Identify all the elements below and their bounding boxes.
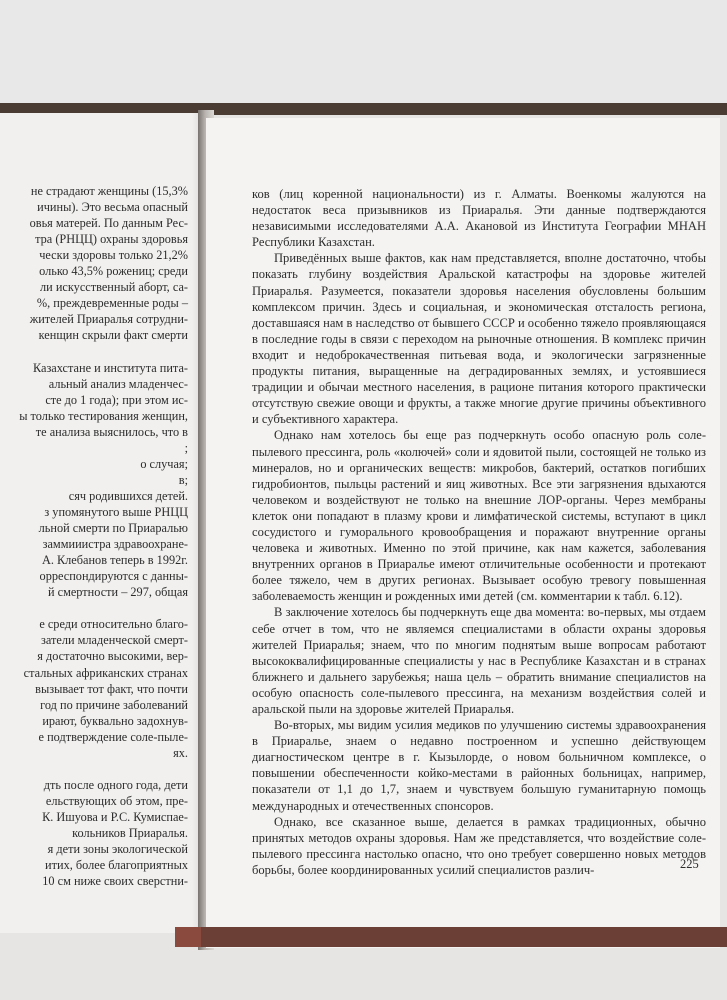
- left-page-line: кенщин скрыли факт смерти: [38, 328, 188, 343]
- paragraph: Во-вторых, мы видим усилия медиков по улучшению системы здравоохранения в Приаралье, знаем о недавно построенном и успешно действующем диагностическом центре в г. Кызылорде, о новом больничном комплексе, о повышении обеспеченности койко-местами в районных больницах, например, показатели от 1,1 до 1,7, знаем и чувствуем большую гуманитарную помощь международных и отечественных спонсоров.: [252, 718, 706, 813]
- paragraph: Однако, все сказанное выше, делается в рамках традиционных, обычно принятых методов охраны здоровья. Нам же представляется, что воздействие соле-пылевого прессинга настолько опасно, что оно требует совершенно новых методов борьбы, более координированных усилий специалистов различ-: [252, 814, 706, 877]
- left-page-line: з упомянутого выше РНЦЦ: [44, 505, 188, 519]
- left-page-line: й смертности – 297, общая: [47, 585, 188, 600]
- left-page-line: е среди относительно благо-: [39, 617, 188, 632]
- left-page-line: год по причине заболеваний: [40, 697, 188, 712]
- left-page-line: не страдают женщины (15,3%: [30, 184, 188, 198]
- left-page-line: сте до 1 года); при этом ис-: [45, 392, 188, 407]
- left-page-line: ;: [184, 440, 188, 455]
- left-page-line: льной смерти по Приаралью: [38, 521, 188, 536]
- paragraph: ков (лиц коренной национальности) из г. Алматы. Военкомы жалуются на недостаток веса призывников из Приаралья. Эти данные подтверждаются независимыми исследователями А.А. Акановой из Института Географии МНАН Республики Казахстан.: [252, 187, 706, 250]
- right-page: [206, 118, 720, 948]
- paragraph: В заключение хотелось бы подчеркнуть еще два момента: во-первых, мы отдаем себе отчет в том, что не являемся специалистами в области охраны здоровья жителей Приаралья; знаем, что по многим поднятым выше вопросам работают высококвалифицированные специалисты у нас в Республике Казахстан и в странах ближнего и дальнего зарубежья; наша цель – обратить внимание специалистов на особую опасность соле-пылевого прессинга, на механизм воздействия солей и аральской пыли на здоровье жителей Приаралья.: [252, 605, 706, 716]
- left-page-line: тра (РНЦЦ) охраны здоровья: [35, 232, 188, 247]
- left-page-line: орреспондируются с данны-: [39, 569, 188, 584]
- right-page-body-text: [252, 186, 706, 878]
- left-page-line: стальных африканских странах: [23, 665, 188, 680]
- left-page-line: ельствующих об этом, пре-: [45, 793, 188, 808]
- paragraph: Приведённых выше фактов, как нам представляется, вполне достаточно, чтобы показать глубину воздействия Аральской катастрофы на здоровье жителей Приаралья. Разумеется, показатели здоровья населения обусловлены большим комплексом причин. Здесь и социальная, и экономическая отсталость региона, доставшаяся нам в наследство от бывшего СССР и особенно тяжело проявляющаяся в последние годы в связи с переходом на рыночные отношения. В комплекс причин входит и недоброкачественная питьевая вода, и экологически загрязненные продукты питания, выращенные на деградированных землях, и устоявшиеся традиции и обычаи местного населения, в рационе питания которого практически отсутствую свежие овощи и фрукты, а также многие другие причины объективного и субъективного характера.: [252, 251, 706, 427]
- left-page-line: итих, более благоприятных: [45, 858, 188, 873]
- left-page-line: А. Клебанов теперь в 1992г.: [41, 553, 188, 568]
- left-page-line: вызывает тот факт, что почти: [35, 681, 188, 696]
- background-surface: [0, 0, 727, 110]
- left-page-line: К. Ишуова и Р.С. Кумиспае-: [42, 809, 188, 824]
- left-page-line: чески здоровы только 21,2%: [39, 248, 188, 263]
- left-page-line: %, преждевременные роды –: [36, 296, 188, 311]
- left-page-line: я дети зоны экологической: [47, 842, 188, 857]
- left-page-line: ы только тестирования женщин,: [19, 408, 188, 423]
- left-page-line: жителей Приаралья сотрудни-: [29, 312, 188, 327]
- left-page-line: олько 43,5% рожениц; среди: [39, 264, 188, 279]
- left-page-line: затели младенческой смерт-: [40, 633, 188, 648]
- left-page-line: сяч родившихся детей.: [68, 488, 188, 503]
- left-page-line: е подтверждение соле-пыле-: [38, 729, 188, 744]
- left-page-line: кольников Приаралья.: [72, 826, 188, 840]
- left-page-line: ичины). Это весьма опасный: [37, 200, 188, 215]
- left-page-line: те анализа выяснилось, что в: [35, 424, 188, 439]
- left-page-line: 10 см ниже своих сверстни-: [42, 874, 188, 889]
- left-page-line: я достаточно высокими, вер-: [37, 649, 188, 664]
- left-page-line: ях.: [173, 745, 188, 760]
- left-page-line: ирают, буквально задохнув-: [42, 713, 188, 728]
- left-page-line: ли искусственный аборт, са-: [40, 280, 188, 295]
- left-page-line: в;: [178, 472, 188, 487]
- book-spine-corner: [175, 927, 201, 947]
- left-page-line: Казахстане и института пита-: [32, 360, 188, 375]
- left-page-line: о случая;: [140, 456, 188, 471]
- left-page-line: альный анализ младенчес-: [48, 376, 188, 391]
- left-page: [0, 113, 206, 933]
- book-cover-bottom-edge: [195, 927, 727, 947]
- paragraph: Однако нам хотелось бы еще раз подчеркнуть особо опасную роль соле-пылевого прессинга, роль «колючей» соли и ядовитой пыли, состоящей не только из минералов, но и органических веществ: микробов, бактерий, остатков погибших гидробионтов, пыльцы растений и яиц животных. Все эти загрязнения вдыхаются человеком и воздействуют не только на внешние ЛОР-органы. Через мембраны клеток они попадают в плазму крови и лимфатической системы, вступают в цикл сосудистого и гуморального кровообращения и поражают внутренние органы человека и животных. Именно по этой причине, как нам кажется, заболевания внутренних органов в Приаралье имеют отличительные особенности и протекают более тяжело, чем в других регионах. Вызывает особую тревогу повышенная заболеваемость женщин и рожденных ими детей (см. комментарии к табл. 6.12).: [252, 428, 706, 604]
- left-page-line: заммииистра здравоохране-: [42, 537, 188, 552]
- left-page-line: овья матерей. По данным Рес-: [29, 216, 188, 231]
- page-number: 225: [680, 857, 699, 871]
- left-page-line: дть после одного года, дети: [43, 777, 188, 792]
